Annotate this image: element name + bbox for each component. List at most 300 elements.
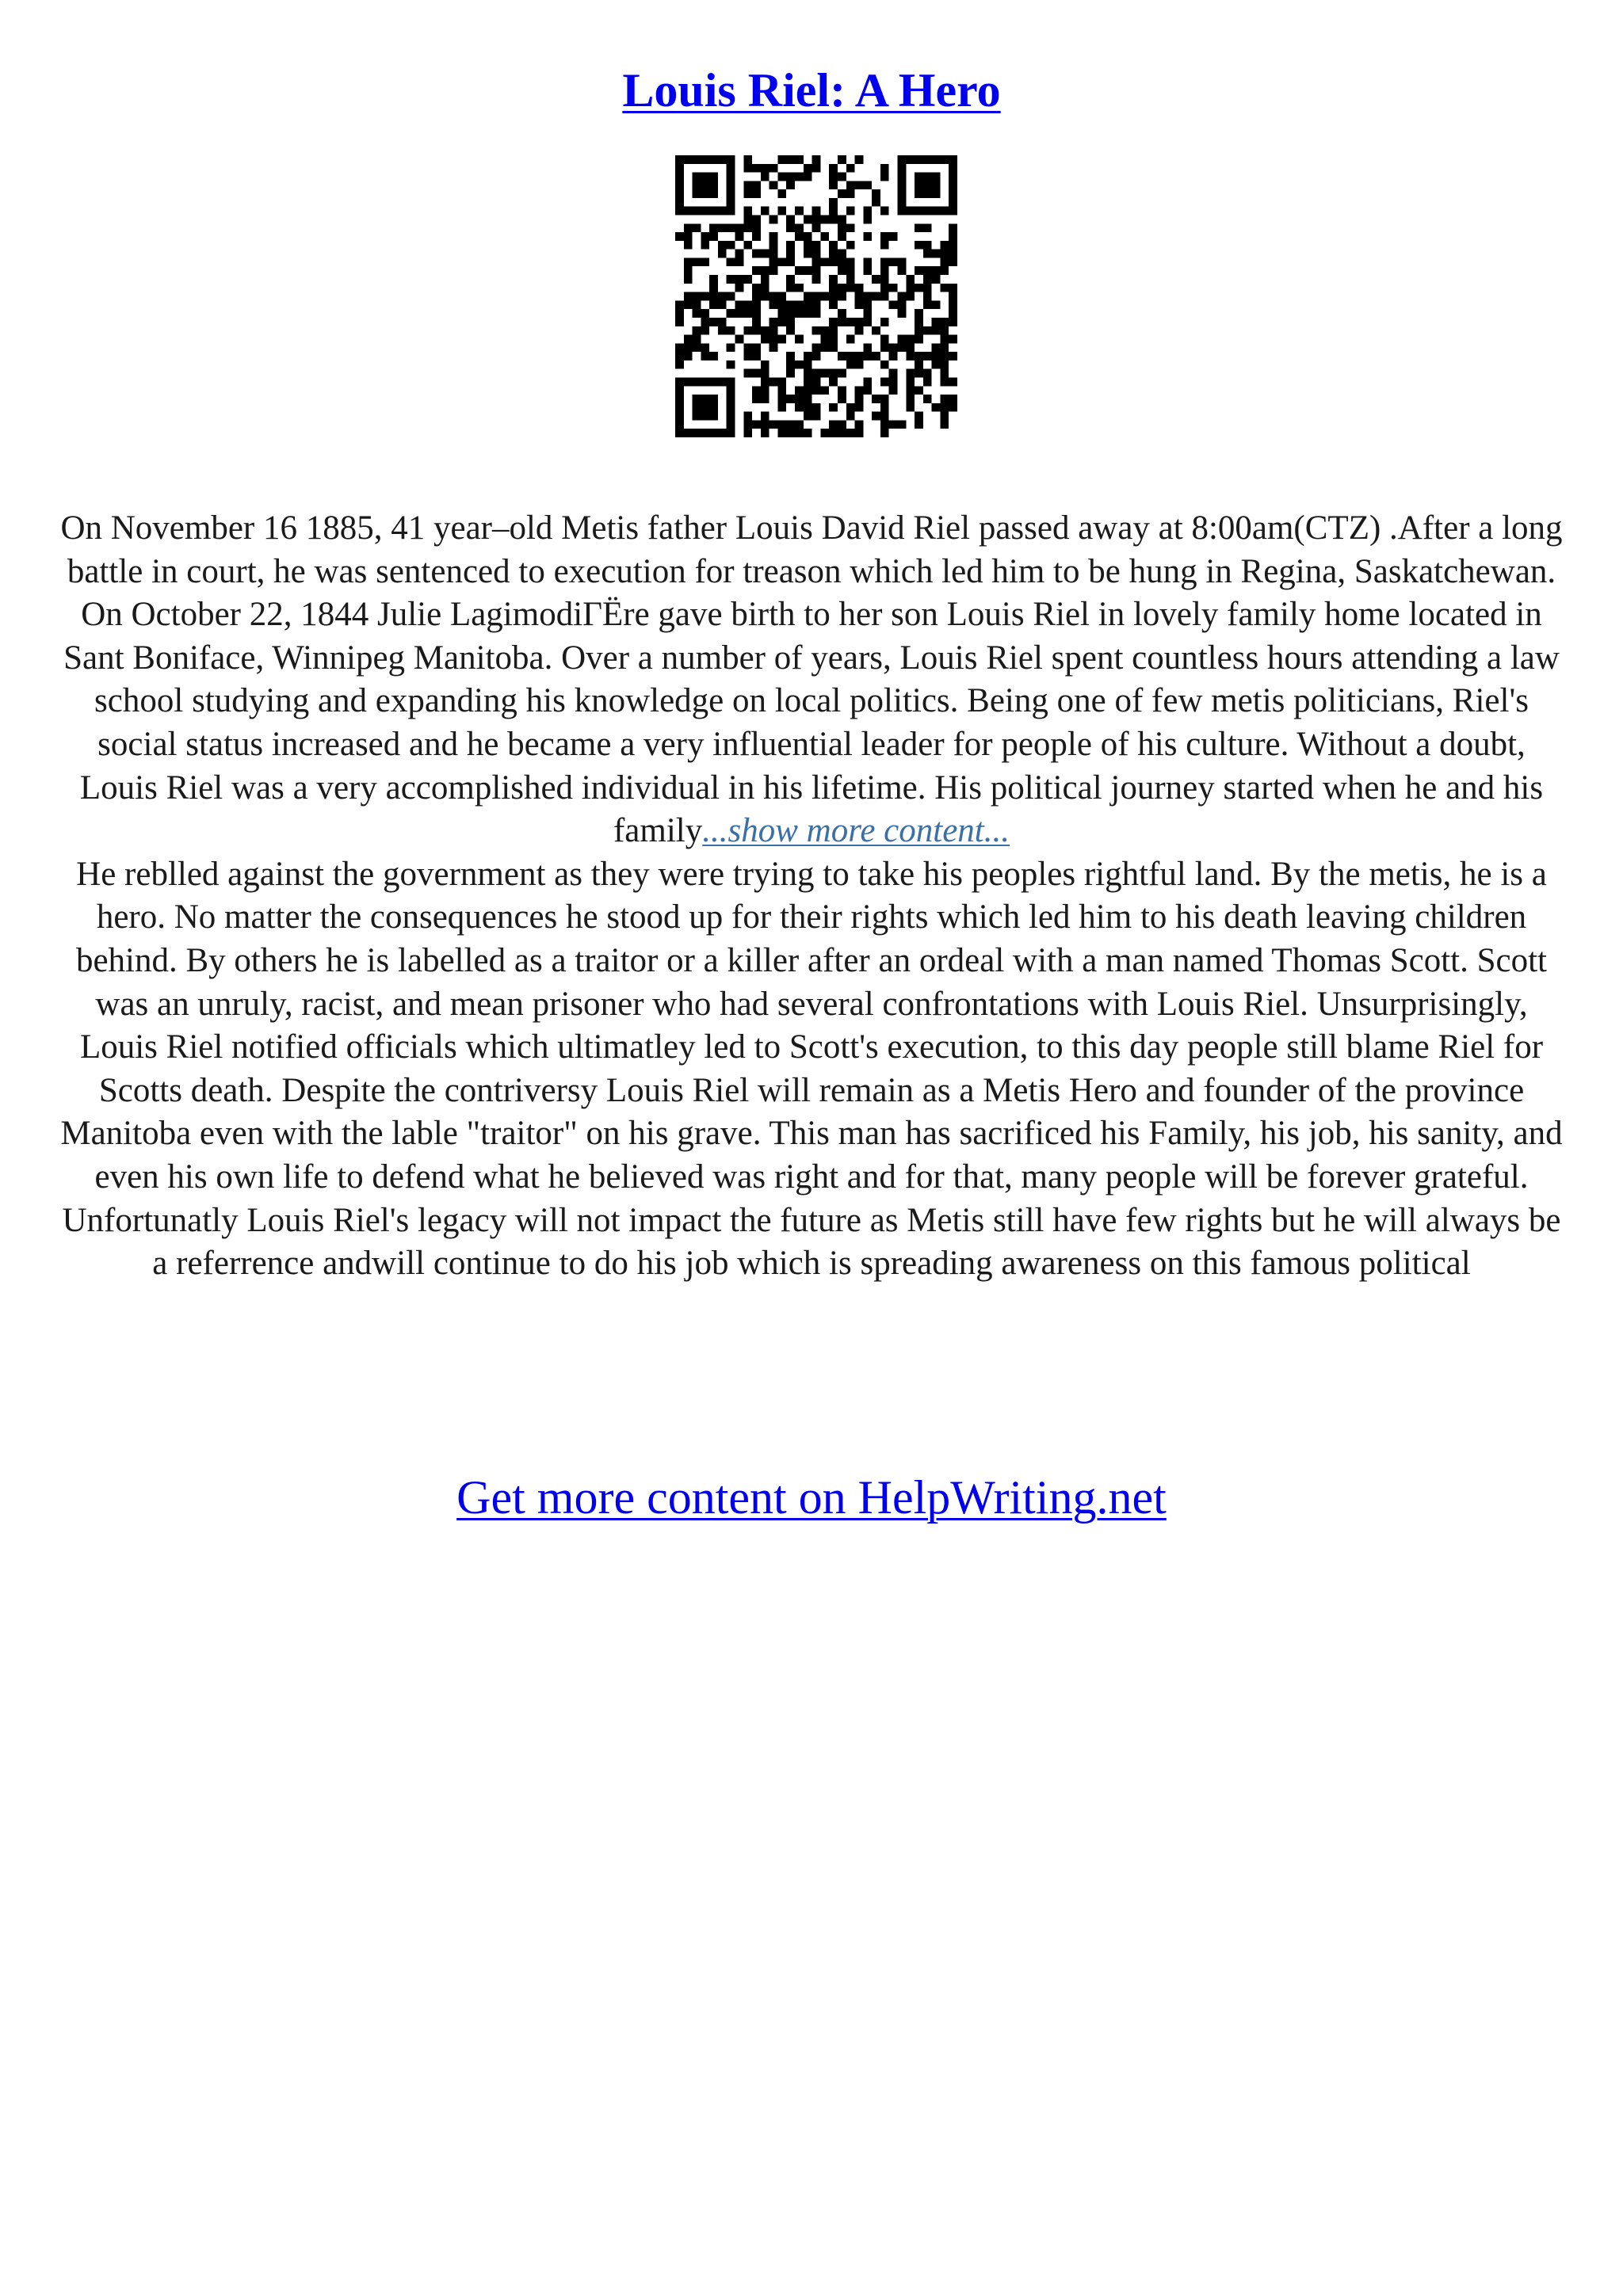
qr-module <box>777 155 786 164</box>
qr-module <box>727 181 735 189</box>
qr-module <box>923 181 932 189</box>
qr-module <box>838 369 846 378</box>
qr-module <box>684 300 693 309</box>
qr-module <box>786 223 795 232</box>
qr-module <box>838 292 846 301</box>
qr-module <box>838 266 846 275</box>
qr-module <box>701 377 709 386</box>
qr-module <box>897 300 906 309</box>
qr-module <box>727 343 735 352</box>
qr-module <box>727 386 735 395</box>
qr-module <box>701 343 709 352</box>
qr-module <box>889 232 898 241</box>
qr-module <box>949 181 957 189</box>
qr-module <box>761 369 769 378</box>
qr-module <box>675 377 684 386</box>
qr-module <box>718 207 727 215</box>
qr-module <box>743 189 752 198</box>
qr-module <box>786 420 795 429</box>
qr-module <box>752 181 761 189</box>
qr-module <box>923 189 932 198</box>
qr-module <box>838 395 846 403</box>
qr-module <box>846 412 855 421</box>
qr-module <box>684 155 693 164</box>
qr-module <box>718 300 727 309</box>
qr-module <box>693 429 701 437</box>
qr-module <box>718 223 727 232</box>
qr-module <box>777 403 786 412</box>
qr-module <box>949 257 957 266</box>
qr-module <box>709 300 718 309</box>
qr-module <box>897 335 906 344</box>
qr-module <box>880 403 889 412</box>
qr-module <box>846 266 855 275</box>
qr-module <box>880 164 889 173</box>
qr-module <box>820 292 829 301</box>
qr-module <box>863 309 872 318</box>
qr-module <box>838 155 846 164</box>
qr-module <box>675 429 684 437</box>
qr-module <box>701 207 709 215</box>
qr-module <box>880 173 889 181</box>
qr-module <box>777 386 786 395</box>
qr-module <box>889 300 898 309</box>
qr-module <box>752 292 761 301</box>
qr-module <box>743 369 752 378</box>
qr-module <box>675 352 684 360</box>
qr-module <box>829 420 838 429</box>
qr-module <box>872 292 880 301</box>
qr-module <box>889 386 898 395</box>
qr-module <box>769 377 778 386</box>
qr-module <box>701 318 709 326</box>
qr-module <box>709 352 718 360</box>
qr-module <box>752 326 761 335</box>
qr-module <box>684 232 693 241</box>
qr-module <box>684 377 693 386</box>
qr-module <box>889 420 898 429</box>
qr-module <box>863 343 872 352</box>
qr-module <box>838 189 846 198</box>
qr-module <box>932 318 941 326</box>
qr-module <box>838 420 846 429</box>
title-link[interactable]: Louis Riel: A Hero <box>622 64 1001 116</box>
qr-module <box>940 420 949 429</box>
qr-module <box>846 223 855 232</box>
qr-module <box>777 207 786 215</box>
qr-module <box>675 173 684 181</box>
qr-module <box>812 377 821 386</box>
qr-module <box>820 429 829 437</box>
qr-module <box>727 429 735 437</box>
qr-module <box>693 223 701 232</box>
qr-module <box>880 266 889 275</box>
qr-module <box>735 284 744 292</box>
qr-module <box>838 386 846 395</box>
qr-module <box>795 300 804 309</box>
qr-module <box>949 395 957 403</box>
qr-module <box>761 429 769 437</box>
qr-module <box>880 395 889 403</box>
qr-module <box>752 309 761 318</box>
qr-module <box>743 300 752 309</box>
qr-module <box>727 412 735 421</box>
qr-module <box>829 377 838 386</box>
qr-module <box>889 369 898 378</box>
qr-module <box>777 377 786 386</box>
qr-module <box>897 309 906 318</box>
get-more-content-link[interactable]: Get more content on HelpWriting.net <box>456 1471 1167 1524</box>
qr-module <box>684 223 693 232</box>
qr-module <box>855 292 864 301</box>
qr-module <box>915 309 923 318</box>
qr-module <box>684 335 693 344</box>
qr-module <box>846 257 855 266</box>
qr-module <box>769 250 778 258</box>
qr-module <box>906 335 915 344</box>
qr-module <box>923 241 932 250</box>
qr-module <box>897 164 906 173</box>
qr-module <box>786 326 795 335</box>
qr-module <box>675 164 684 173</box>
qr-module <box>872 352 880 360</box>
qr-module <box>940 369 949 378</box>
qr-module <box>940 257 949 266</box>
qr-module <box>846 181 855 189</box>
qr-module <box>812 215 821 224</box>
qr-module <box>675 318 684 326</box>
qr-module <box>795 266 804 275</box>
qr-module <box>804 369 812 378</box>
qr-module <box>906 343 915 352</box>
qr-module <box>701 173 709 181</box>
qr-module <box>769 164 778 173</box>
qr-module <box>795 395 804 403</box>
qr-module <box>684 352 693 360</box>
qr-module <box>777 395 786 403</box>
qr-module <box>932 343 941 352</box>
qr-module <box>693 300 701 309</box>
qr-module <box>693 292 701 301</box>
qr-module <box>743 309 752 318</box>
qr-module <box>795 309 804 318</box>
qr-module <box>727 189 735 198</box>
qr-module <box>932 250 941 258</box>
qr-module <box>855 326 864 335</box>
qr-module <box>923 352 932 360</box>
qr-module <box>727 173 735 181</box>
qr-module <box>863 318 872 326</box>
qr-module <box>880 275 889 284</box>
qr-module <box>846 275 855 284</box>
qr-module <box>915 360 923 369</box>
qr-module <box>769 181 778 189</box>
qr-module <box>872 198 880 207</box>
qr-module <box>838 352 846 360</box>
qr-module <box>880 360 889 369</box>
qr-module <box>880 377 889 386</box>
qr-module <box>897 266 906 275</box>
qr-module <box>709 155 718 164</box>
qr-module <box>701 257 709 266</box>
qr-module <box>855 155 864 164</box>
qr-module <box>880 241 889 250</box>
qr-module <box>940 250 949 258</box>
qr-module <box>880 420 889 429</box>
show-more-link[interactable]: ...show more content... <box>702 812 1010 850</box>
qr-module <box>709 207 718 215</box>
qr-module <box>718 241 727 250</box>
qr-module <box>727 198 735 207</box>
qr-module <box>838 215 846 224</box>
qr-module <box>940 403 949 412</box>
qr-module <box>769 420 778 429</box>
qr-module <box>923 377 932 386</box>
qr-module <box>769 266 778 275</box>
qr-module <box>684 266 693 275</box>
qr-module <box>777 429 786 437</box>
qr-module <box>949 250 957 258</box>
qr-module <box>949 318 957 326</box>
qr-module <box>752 369 761 378</box>
qr-module <box>701 292 709 301</box>
qr-module <box>693 377 701 386</box>
qr-module <box>777 300 786 309</box>
qr-module <box>743 420 752 429</box>
qr-module <box>786 250 795 258</box>
qr-module <box>684 429 693 437</box>
qr-module <box>915 412 923 421</box>
qr-module <box>872 326 880 335</box>
qr-module <box>675 198 684 207</box>
qr-module <box>795 284 804 292</box>
qr-module <box>923 326 932 335</box>
qr-module <box>701 403 709 412</box>
qr-module <box>923 300 932 309</box>
qr-module <box>752 352 761 360</box>
qr-module <box>795 173 804 181</box>
qr-module <box>769 343 778 352</box>
qr-module <box>752 250 761 258</box>
qr-module <box>940 266 949 275</box>
qr-module <box>735 232 744 241</box>
qr-module <box>675 232 684 241</box>
qr-module <box>727 360 735 369</box>
qr-module <box>675 207 684 215</box>
qr-module <box>727 309 735 318</box>
qr-module <box>804 377 812 386</box>
qr-module <box>855 420 864 429</box>
qr-module <box>932 181 941 189</box>
qr-module <box>812 257 821 266</box>
qr-module <box>769 232 778 241</box>
qr-module <box>743 164 752 173</box>
qr-module <box>761 395 769 403</box>
qr-module <box>701 181 709 189</box>
qr-module <box>761 207 769 215</box>
qr-module <box>880 335 889 344</box>
qr-module <box>838 257 846 266</box>
qr-module <box>829 181 838 189</box>
qr-module <box>812 223 821 232</box>
qr-module <box>761 266 769 275</box>
qr-module <box>915 326 923 335</box>
qr-module <box>684 257 693 266</box>
qr-module <box>727 164 735 173</box>
qr-module <box>718 377 727 386</box>
qr-module <box>846 189 855 198</box>
qr-module <box>906 395 915 403</box>
qr-module <box>838 284 846 292</box>
qr-module <box>786 155 795 164</box>
qr-module <box>675 155 684 164</box>
qr-module <box>812 292 821 301</box>
qr-module <box>915 386 923 395</box>
qr-module <box>949 198 957 207</box>
qr-module <box>838 250 846 258</box>
qr-module <box>846 352 855 360</box>
qr-module <box>838 429 846 437</box>
qr-module <box>727 395 735 403</box>
qr-module <box>684 207 693 215</box>
qr-module <box>923 369 932 378</box>
qr-module <box>906 369 915 378</box>
qr-module <box>897 292 906 301</box>
qr-module <box>795 223 804 232</box>
qr-module <box>915 352 923 360</box>
qr-module <box>727 420 735 429</box>
qr-module <box>795 232 804 241</box>
qr-module <box>769 300 778 309</box>
qr-module <box>777 257 786 266</box>
qr-module <box>812 343 821 352</box>
qr-module <box>897 343 906 352</box>
qr-module <box>820 335 829 344</box>
qr-module <box>761 275 769 284</box>
qr-module <box>932 403 941 412</box>
qr-module <box>804 292 812 301</box>
qr-module <box>786 300 795 309</box>
qr-module <box>718 326 727 335</box>
qr-module <box>804 412 812 421</box>
qr-module <box>709 284 718 292</box>
qr-module <box>675 343 684 352</box>
qr-module <box>949 335 957 344</box>
qr-module <box>804 352 812 360</box>
qr-module <box>804 360 812 369</box>
qr-module <box>709 275 718 284</box>
qr-module <box>693 257 701 266</box>
qr-module <box>932 189 941 198</box>
qr-module <box>675 420 684 429</box>
qr-module <box>846 360 855 369</box>
qr-module <box>804 300 812 309</box>
qr-module <box>855 352 864 360</box>
qr-module <box>812 275 821 284</box>
qr-module <box>709 232 718 241</box>
qr-module <box>804 266 812 275</box>
qr-module <box>786 429 795 437</box>
qr-module <box>743 412 752 421</box>
qr-module <box>880 429 889 437</box>
qr-module <box>693 403 701 412</box>
qr-module <box>735 309 744 318</box>
qr-module <box>795 403 804 412</box>
qr-module <box>880 318 889 326</box>
qr-module <box>915 335 923 344</box>
qr-module <box>709 412 718 421</box>
qr-module <box>701 189 709 198</box>
qr-module <box>838 232 846 241</box>
qr-module <box>932 326 941 335</box>
qr-module <box>735 335 744 344</box>
qr-module <box>761 386 769 395</box>
qr-module <box>949 241 957 250</box>
qr-module <box>761 360 769 369</box>
qr-module <box>777 309 786 318</box>
qr-module <box>795 360 804 369</box>
qr-module <box>923 223 932 232</box>
qr-module <box>795 335 804 344</box>
qr-module <box>684 343 693 352</box>
qr-module <box>897 181 906 189</box>
qr-module <box>846 241 855 250</box>
qr-module <box>761 164 769 173</box>
qr-module <box>949 284 957 292</box>
qr-module <box>752 232 761 241</box>
qr-module <box>786 395 795 403</box>
qr-module <box>804 232 812 241</box>
qr-module <box>752 420 761 429</box>
qr-module <box>675 189 684 198</box>
qr-module <box>838 223 846 232</box>
qr-module <box>701 395 709 403</box>
qr-module <box>693 412 701 421</box>
qr-module <box>761 420 769 429</box>
qr-module <box>786 257 795 266</box>
qr-module <box>915 155 923 164</box>
qr-module <box>735 257 744 266</box>
qr-module <box>786 352 795 360</box>
essay-paragraph-2: He reblled against the government as they were trying to take his peoples rightful land. By the metis, he is a hero. No matter the consequences he stood up for their rights which led him to his death leaving children behind. By others he is labelled as a traitor or a killer after an ordeal with a man named Thomas Scott. Scott was an unruly, racist, and mean prisoner who had several confrontations with Louis Riel. Unsurprisingly, Louis Riel notified officials which ultimatley led to Scott's execution, to this day people still blame Riel for Scotts death. Despite the contriversy Louis Riel will remain as a Metis Hero and founder of the province Manitoba even with the lable "traitor" on his grave. This man has sacrificed his Family, his job, his sanity, and even his own life to defend what he believed was right and for that, many people will be forever grateful. Unfortunatly Louis Riel's legacy will not impact the future as Metis still have few rights but he will always be a referrence andwill continue to do his job which is spreading awareness on this famous political <box>60 855 1563 1283</box>
qr-module <box>829 257 838 266</box>
qr-module <box>777 420 786 429</box>
qr-module <box>761 292 769 301</box>
qr-module <box>940 395 949 403</box>
qr-module <box>727 377 735 386</box>
qr-module <box>863 377 872 386</box>
qr-module <box>829 207 838 215</box>
qr-module <box>769 257 778 266</box>
page-title <box>0 59 1623 122</box>
qr-module <box>880 412 889 421</box>
qr-module <box>897 155 906 164</box>
qr-module <box>949 292 957 301</box>
qr-module <box>846 207 855 215</box>
qr-module <box>863 215 872 224</box>
qr-module <box>855 284 864 292</box>
qr-module <box>786 309 795 318</box>
qr-module <box>820 232 829 241</box>
qr-module <box>940 241 949 250</box>
qr-module <box>701 412 709 421</box>
qr-module <box>906 292 915 301</box>
qr-module <box>889 257 898 266</box>
qr-module <box>786 215 795 224</box>
qr-module <box>889 352 898 360</box>
qr-module <box>855 360 864 369</box>
qr-module <box>727 223 735 232</box>
